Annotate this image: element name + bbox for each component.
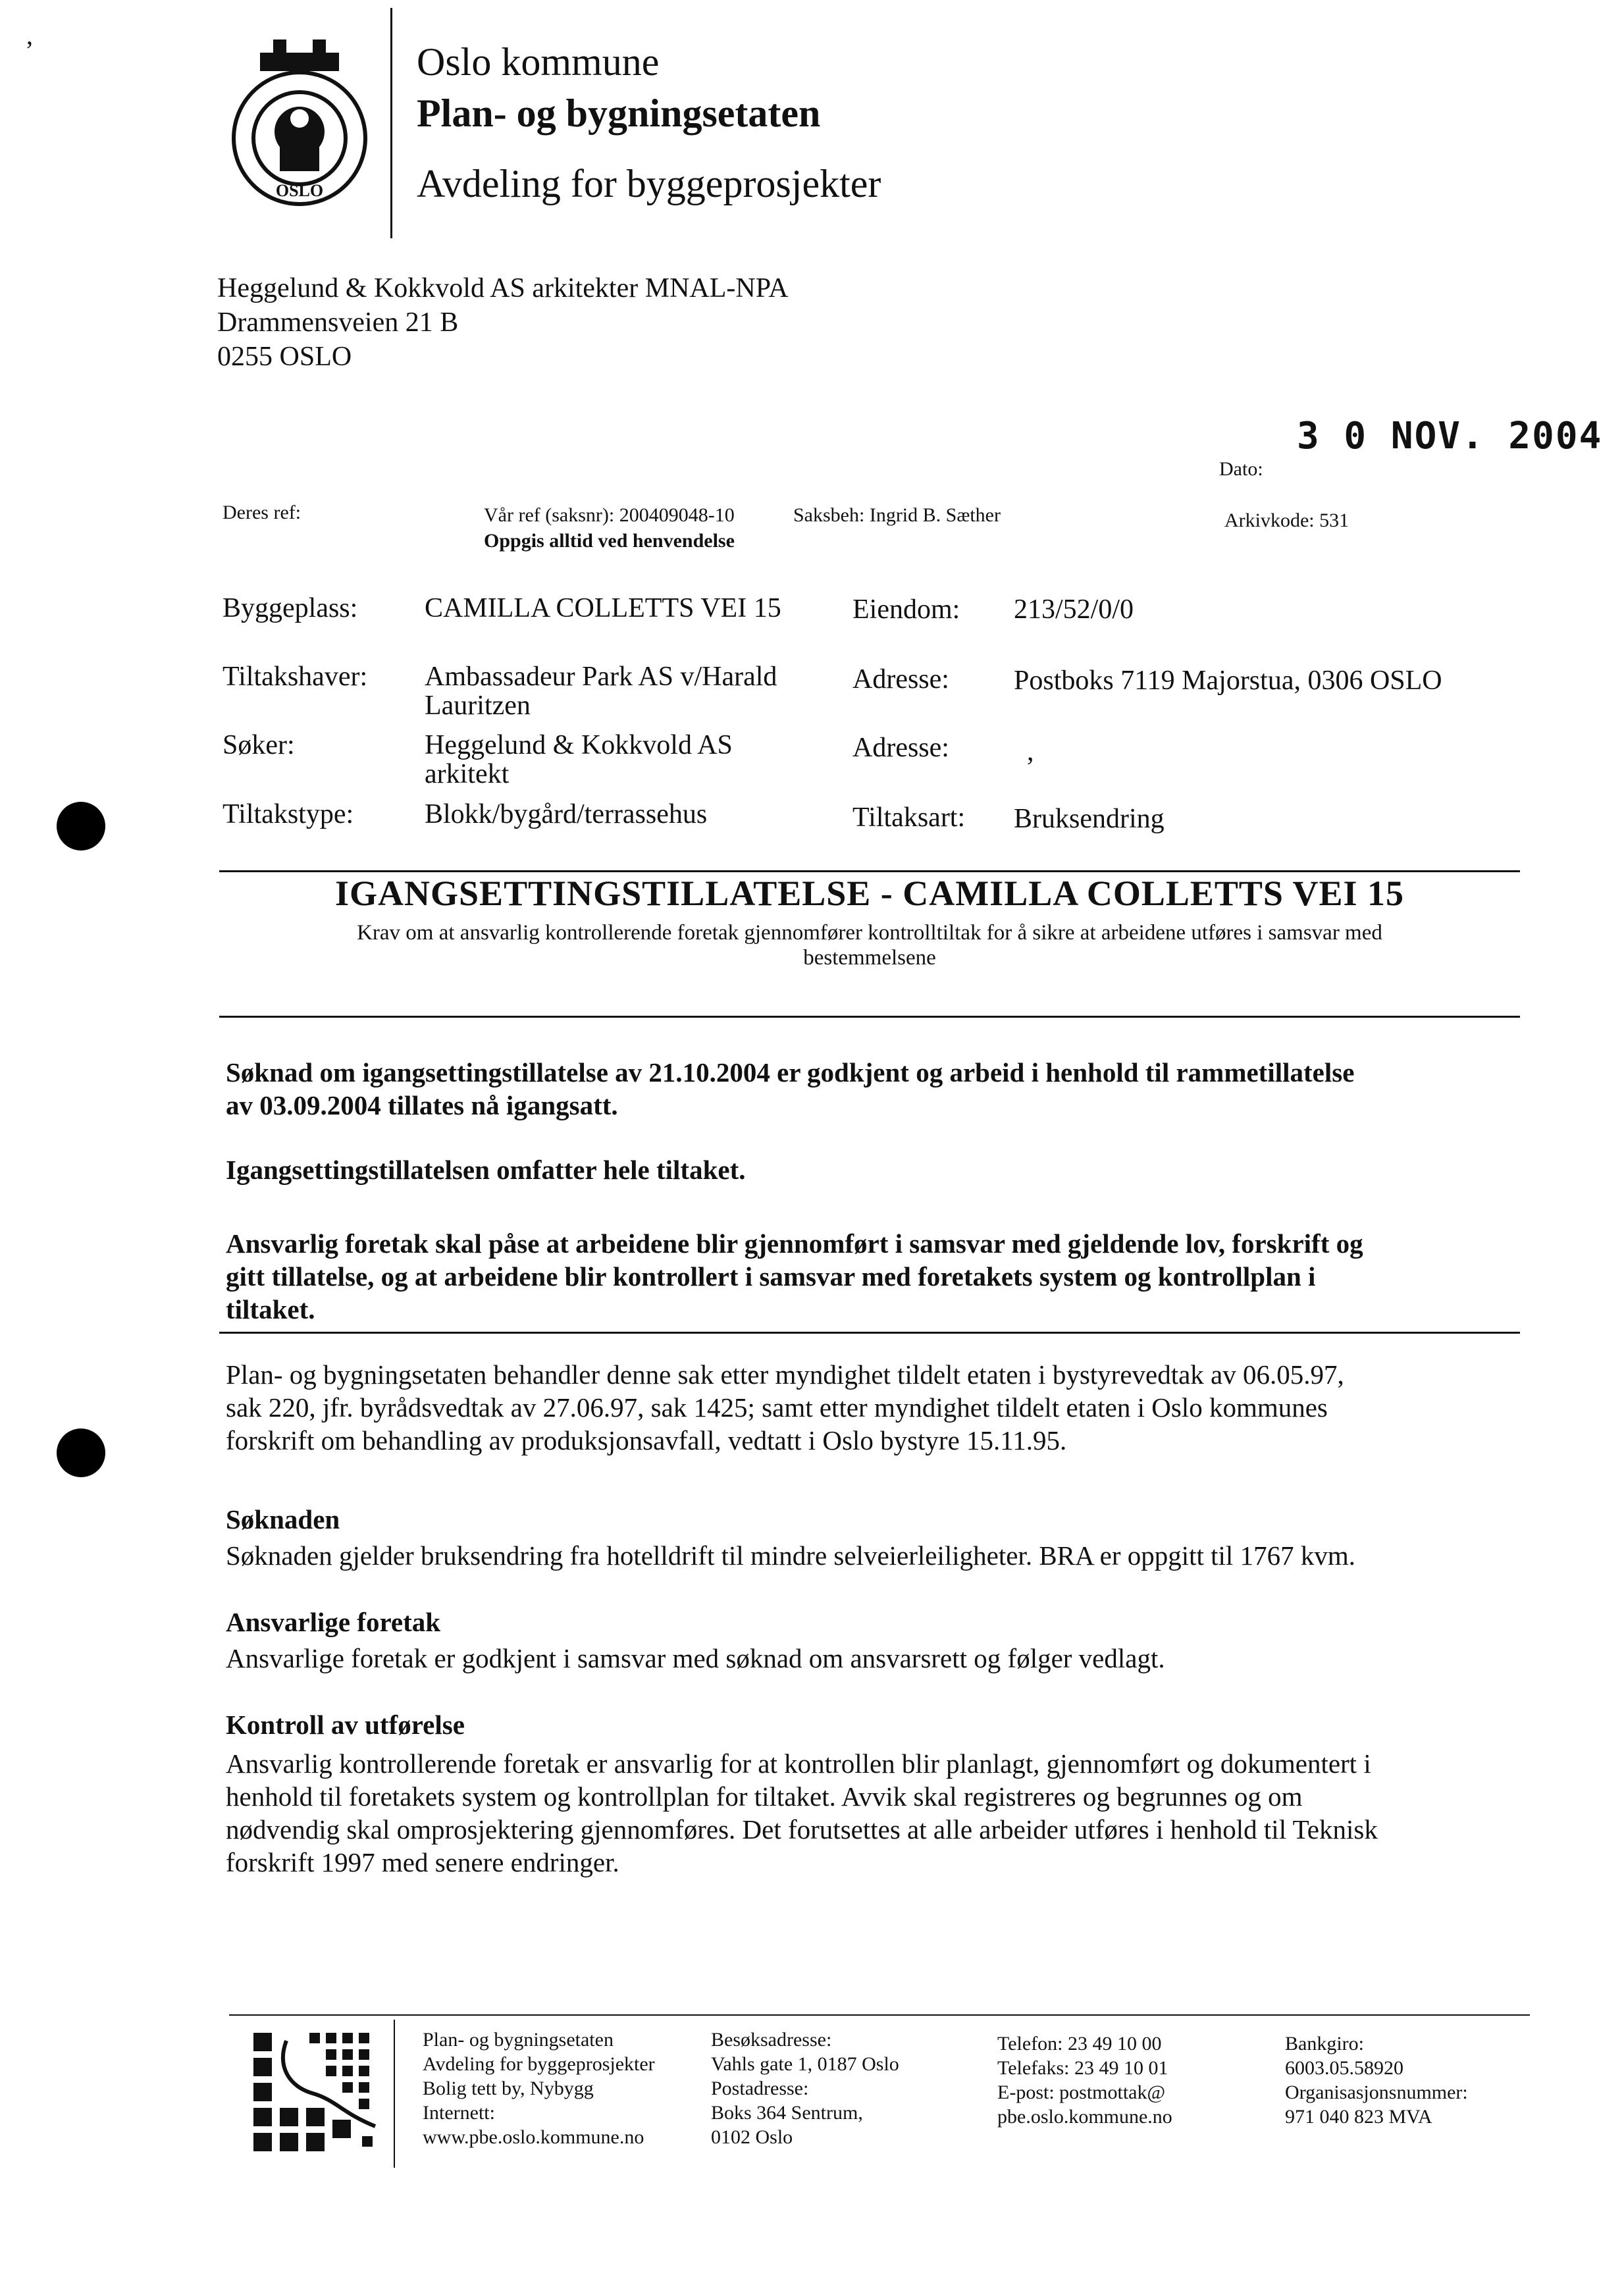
subtitle-line: Krav om at ansvarlig kontrollerende foretak gjennomfører kontrolltiltak for å sikre at arbeidene utføres i samsvar med [357, 921, 1382, 945]
authority-line: forskrift om behandling av produksjonsavfall, vedtatt i Oslo bystyre 15.11.95. [226, 1425, 1067, 1455]
kontroll-line: nødvendig skal omprosjektering gjennomføres. Det forutsettes at alle arbeider utføres i henhold til Teknisk [226, 1814, 1378, 1845]
adresse-value: , [1027, 737, 1034, 767]
tiltakshaver-line: Ambassadeur Park AS v/Harald [425, 662, 777, 692]
document-subtitle [219, 920, 1520, 970]
tiltakshaver-label: Tiltakshaver: [223, 662, 368, 692]
tiltakstype-value: Blokk/bygård/terrassehus [425, 799, 708, 829]
footer-line: Plan- og bygningsetaten [423, 2029, 614, 2051]
footer-col-contact [997, 2031, 1172, 2129]
ansvarlige-heading: Ansvarlige foretak [226, 1607, 441, 1637]
footer-line: 0102 Oslo [711, 2126, 793, 2148]
footer-line: Avdeling for byggeprosjekter [423, 2053, 655, 2075]
footer-line: Bolig tett by, Nybygg [423, 2078, 594, 2099]
kontroll-line: Ansvarlig kontrollerende foretak er ansvarlig for at kontrollen blir planlagt, gjennomført og dokumentert i [226, 1748, 1371, 1779]
margin-mark: , [26, 20, 33, 50]
footer-line: Vahls gate 1, 0187 Oslo [711, 2053, 899, 2075]
tiltaksart-value: Bruksendring [1014, 804, 1165, 834]
soknaden-text: Søknaden gjelder bruksendring fra hotelldrift til mindre selveierleiligheter. BRA er oppgitt til 1767 kvm. [226, 1540, 1355, 1571]
header-divider [390, 8, 392, 238]
soker-line: arkitekt [425, 759, 510, 789]
footer-email-link[interactable]: E-post: postmottak@ [997, 2082, 1166, 2103]
title-rule-top [219, 870, 1520, 872]
var-ref: Vår ref (saksnr): 200409048-10 [484, 504, 735, 526]
footer-col-bank [1285, 2031, 1468, 2129]
recipient-address [217, 271, 789, 374]
adresse-value: Postboks 7119 Majorstua, 0306 OSLO [1014, 666, 1442, 696]
decision-line: Søknad om igangsettingstillatelse av 21.10.2004 er godkjent og arbeid i henhold til rammetillatelse [226, 1057, 1355, 1087]
saksbehandler: Saksbeh: Ingrid B. Sæther [793, 504, 1001, 526]
org-name: Oslo kommune [417, 40, 660, 84]
footer-line: 6003.05.58920 [1285, 2057, 1403, 2079]
footer-line: Organisasjonsnummer: [1285, 2082, 1468, 2103]
ansvarlige-text: Ansvarlige foretak er godkjent i samsvar med søknad om ansvarsrett og følger vedlagt. [226, 1643, 1165, 1673]
footer-line: Postadresse: [711, 2078, 809, 2099]
pbe-logo [250, 2028, 382, 2153]
authority-line: sak 220, jfr. byrådsvedtak av 27.06.97, sak 1425; samt etter myndighet tildelt etaten i Oslo kommunes [226, 1392, 1328, 1423]
footer-divider [394, 2020, 395, 2168]
adresse-label: Adresse: [852, 733, 949, 763]
responsibility-line: gitt tillatelse, og at arbeidene blir kontrollert i samsvar med foretakets system og kontrollplan i [226, 1261, 1316, 1292]
recipient-line: Drammensveien 21 B [217, 307, 459, 338]
scope-paragraph: Igangsettingstillatelsen omfatter hele tiltaket. [226, 1155, 746, 1185]
footer-rule [229, 2014, 1530, 2016]
tiltakstype-label: Tiltakstype: [223, 799, 354, 829]
decision-rule [219, 1332, 1520, 1334]
section-name: Avdeling for byggeprosjekter [417, 162, 881, 205]
soknaden-heading: Søknaden [226, 1504, 340, 1534]
oslo-seal-logo [224, 20, 375, 217]
footer-line: 971 040 823 MVA [1285, 2106, 1432, 2128]
department-name: Plan- og bygningsetaten [417, 92, 821, 135]
tiltakshaver-line: Lauritzen [425, 691, 531, 721]
date-label: Dato: [1219, 458, 1263, 480]
responsibility-line: tiltaket. [226, 1294, 315, 1324]
kontroll-heading: Kontroll av utførelse [226, 1710, 465, 1740]
footer-line: Boks 364 Sentrum, [711, 2102, 863, 2124]
kontroll-line: forskrift 1997 med senere endringer. [226, 1847, 619, 1877]
footer-line: Besøksadresse: [711, 2029, 832, 2051]
document-title: IGANGSETTINGSTILLATELSE - CAMILLA COLLETTS VEI 15 [335, 874, 1404, 913]
footer-col-address [711, 2028, 899, 2149]
eiendom-value: 213/52/0/0 [1014, 594, 1134, 625]
date-stamp: 3 0 NOV. 2004 [1297, 415, 1603, 458]
title-rule-bottom [219, 1016, 1520, 1018]
tiltakshaver-value [425, 662, 777, 720]
decision-line: av 03.09.2004 tillates nå igangsatt. [226, 1090, 618, 1120]
footer-col-org [423, 2028, 655, 2149]
recipient-line: Heggelund & Kokkvold AS arkitekter MNAL-NPA [217, 273, 789, 303]
byggeplass-value: CAMILLA COLLETTS VEI 15 [425, 593, 781, 623]
footer-line: Bankgiro: [1285, 2033, 1364, 2055]
oppgis-note: Oppgis alltid ved henvendelse [484, 530, 735, 552]
subtitle-line: bestemmelsene [803, 946, 936, 970]
soker-label: Søker: [223, 730, 295, 760]
responsibility-line: Ansvarlig foretak skal påse at arbeidene blir gjennomført i samsvar med gjeldende lov, forskrift og [226, 1228, 1363, 1259]
responsibility-paragraph [226, 1227, 1363, 1326]
footer-email-link[interactable]: pbe.oslo.kommune.no [997, 2106, 1172, 2128]
recipient-line: 0255 OSLO [217, 342, 352, 372]
tiltaksart-label: Tiltaksart: [852, 802, 966, 833]
deres-ref: Deres ref: [223, 502, 301, 523]
footer-line: Telefaks: 23 49 10 01 [997, 2057, 1168, 2079]
svg-text:OSLO: OSLO [275, 181, 324, 200]
kontroll-line: henhold til foretakets system og kontrollplan for tiltaket. Avvik skal registreres og begrunnes og om [226, 1781, 1303, 1812]
footer-website-link[interactable]: www.pbe.oslo.kommune.no [423, 2126, 644, 2148]
eiendom-label: Eiendom: [852, 594, 960, 625]
punch-hole [57, 802, 105, 851]
soker-line: Heggelund & Kokkvold AS [425, 730, 733, 760]
footer-line: Internett: [423, 2102, 495, 2124]
arkivkode: Arkivkode: 531 [1224, 510, 1349, 531]
decision-paragraph [226, 1056, 1354, 1122]
byggeplass-label: Byggeplass: [223, 593, 358, 623]
authority-line: Plan- og bygningsetaten behandler denne sak etter myndighet tildelt etaten i bystyrevedtak av 06.05.97, [226, 1359, 1344, 1390]
punch-hole [57, 1428, 105, 1477]
footer-line: Telefon: 23 49 10 00 [997, 2033, 1162, 2055]
authority-paragraph [226, 1358, 1344, 1457]
kontroll-text [226, 1747, 1378, 1879]
adresse-label: Adresse: [852, 664, 949, 694]
soker-value [425, 731, 733, 789]
